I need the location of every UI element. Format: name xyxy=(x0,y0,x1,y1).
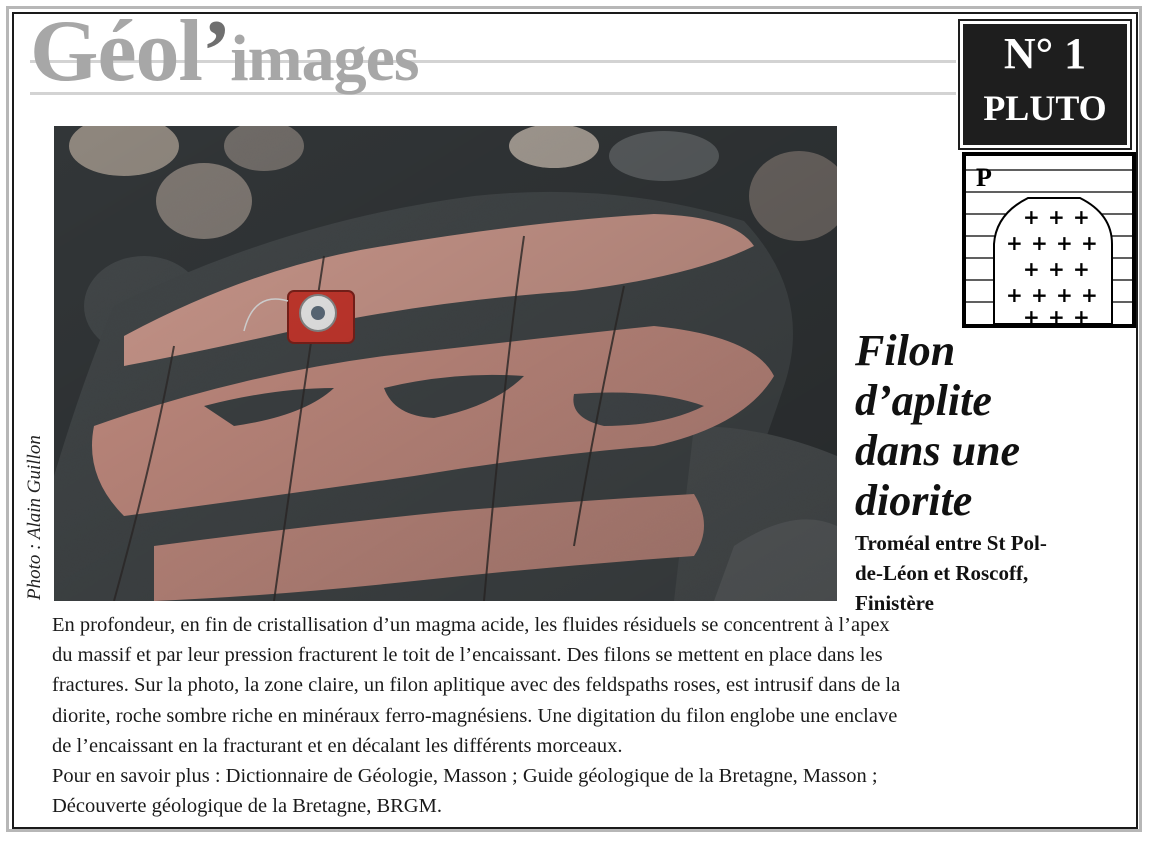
svg-text:+: + xyxy=(1056,231,1073,255)
body-line: diorite, roche sombre riche en minéraux ferro-magnésiens. Une digitation du filon englobe une enclave xyxy=(52,704,898,727)
logo-geol: Géol xyxy=(30,3,202,100)
title-line: d’aplite xyxy=(855,376,992,425)
photo-credit: Photo : Alain Guillon xyxy=(24,435,45,600)
location-line: Troméal entre St Pol- xyxy=(855,531,1047,555)
body-text xyxy=(52,610,1127,821)
body-line: En profondeur, en fin de cristallisation d’un magma acide, les fluides résiduels se concentrent à l’apex xyxy=(52,614,890,636)
diagram-label: P xyxy=(976,163,992,192)
pluton-diagram xyxy=(962,152,1136,328)
article-title xyxy=(855,326,1135,526)
svg-text:+: + xyxy=(1023,205,1040,229)
location-line: de-Léon et Roscoff, xyxy=(855,561,1029,585)
svg-text:+: + xyxy=(1031,231,1048,255)
pluton-intrusion-diagram-icon xyxy=(966,156,1132,324)
publication-logo xyxy=(30,3,419,100)
issue-category: PLUTO xyxy=(983,88,1107,128)
body-line: Pour en savoir plus : Dictionnaire de Géologie, Masson ; Guide géologique de la Bretagne, Masson ; xyxy=(52,765,878,788)
logo-apostrophe: ’ xyxy=(201,3,231,100)
svg-text:+: + xyxy=(1073,205,1090,229)
logo-images: images xyxy=(230,22,419,95)
outcrop-photo xyxy=(54,126,837,601)
issue-number: N° 1 xyxy=(1003,29,1087,78)
issue-badge xyxy=(960,21,1130,148)
location-line: Finistère xyxy=(855,591,934,615)
svg-text:+: + xyxy=(1073,305,1090,324)
svg-text:+: + xyxy=(1023,305,1040,324)
svg-text:+: + xyxy=(1048,305,1065,324)
aplite-dyke-photo xyxy=(54,126,837,601)
body-line: fractures. Sur la photo, la zone claire, un filon aplitique avec des feldspaths roses, est intrusif dans de la xyxy=(52,674,901,697)
svg-text:+: + xyxy=(1006,231,1023,255)
svg-text:+: + xyxy=(1073,257,1090,281)
title-line: Filon xyxy=(855,326,956,375)
svg-text:+: + xyxy=(1081,231,1098,255)
title-line: dans une xyxy=(855,426,1021,475)
svg-text:+: + xyxy=(1048,257,1065,281)
svg-text:+: + xyxy=(1056,283,1073,307)
body-line: du massif et par leur pression fracturent le toit de l’encaissant. Des filons se mettent en place dans les xyxy=(52,644,883,667)
body-line: de l’encaissant en la fracturant et en décalant les différents morceaux. xyxy=(52,734,623,757)
svg-text:+: + xyxy=(1081,283,1098,307)
svg-text:+: + xyxy=(1006,283,1023,307)
svg-text:+: + xyxy=(1031,283,1048,307)
svg-text:+: + xyxy=(1023,257,1040,281)
body-line: Découverte géologique de la Bretagne, BRGM. xyxy=(52,795,442,818)
location-caption xyxy=(855,528,1135,618)
title-line: diorite xyxy=(855,476,973,525)
svg-text:+: + xyxy=(1048,205,1065,229)
